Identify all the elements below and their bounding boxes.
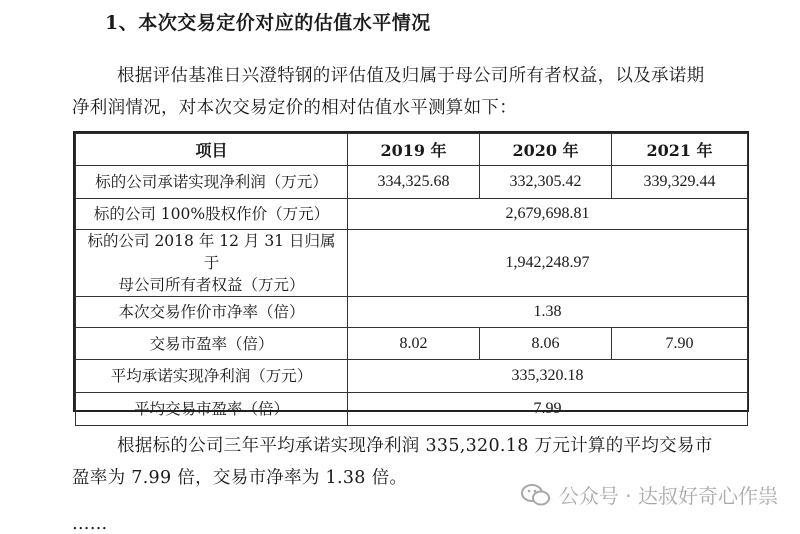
profit-2021: 339,329.44 bbox=[612, 166, 748, 199]
conclusion-line-1: 根据标的公司三年平均承诺实现净利润 335,320.18 万元计算的平均交易市 bbox=[117, 436, 713, 456]
watermark-text: 公众号 · 达叔好奇心作祟 bbox=[558, 484, 778, 508]
table-header-row bbox=[76, 134, 748, 166]
avg-profit-value: 335,320.18 bbox=[348, 360, 748, 393]
header-item: 项目 bbox=[76, 134, 348, 166]
row-label-pb: 本次交易作价市净率（倍） bbox=[76, 297, 348, 328]
table-row-parent-equity bbox=[76, 230, 748, 297]
avg-pe-value: 7.99 bbox=[348, 393, 748, 426]
table-row-avg-pe bbox=[76, 393, 748, 426]
pe-2019: 8.02 bbox=[348, 328, 480, 360]
table-row-pb bbox=[76, 297, 748, 328]
parent-equity-value: 1,942,248.97 bbox=[348, 230, 748, 297]
row-label-parent-equity-line-1: 标的公司 2018 年 12 月 31 日归属于 bbox=[87, 232, 336, 272]
cut-off-text: …… bbox=[72, 514, 108, 534]
wechat-icon bbox=[521, 483, 551, 507]
profit-2019: 334,325.68 bbox=[348, 166, 480, 199]
intro-line-1: 根据评估基准日兴澄特钢的评估值及归属于母公司所有者权益，以及承诺期 bbox=[117, 66, 705, 86]
pe-2020: 8.06 bbox=[480, 328, 612, 360]
row-label-profit: 标的公司承诺实现净利润（万元） bbox=[76, 166, 348, 199]
row-label-parent-equity bbox=[76, 230, 348, 297]
pe-2021: 7.90 bbox=[612, 328, 748, 360]
row-label-equity-price: 标的公司 100%股权作价（万元） bbox=[76, 199, 348, 230]
table-row-avg-profit bbox=[76, 360, 748, 393]
row-label-avg-pe: 平均交易市盈率（倍） bbox=[76, 393, 348, 426]
intro-paragraph bbox=[72, 60, 762, 124]
table-row-pe bbox=[76, 328, 748, 360]
row-label-pe: 交易市盈率（倍） bbox=[76, 328, 348, 360]
intro-line-2: 净利润情况，对本次交易定价的相对估值水平测算如下： bbox=[72, 98, 517, 118]
row-label-parent-equity-line-2: 母公司所有者权益（万元） bbox=[118, 276, 305, 294]
header-2019: 2019 年 bbox=[348, 134, 480, 166]
header-2021: 2021 年 bbox=[612, 134, 748, 166]
pb-value: 1.38 bbox=[348, 297, 748, 328]
conclusion-line-2: 盈率为 7.99 倍，交易市净率为 1.38 倍。 bbox=[72, 468, 408, 488]
header-2020: 2020 年 bbox=[480, 134, 612, 166]
table-row-equity-price bbox=[76, 199, 748, 230]
equity-price-value: 2,679,698.81 bbox=[348, 199, 748, 230]
watermark bbox=[521, 480, 778, 509]
profit-2020: 332,305.42 bbox=[480, 166, 612, 199]
valuation-table bbox=[73, 131, 749, 418]
table-row-profit bbox=[76, 166, 748, 199]
section-heading: 1、本次交易定价对应的估值水平情况 bbox=[105, 12, 431, 34]
row-label-avg-profit: 平均承诺实现净利润（万元） bbox=[76, 360, 348, 393]
